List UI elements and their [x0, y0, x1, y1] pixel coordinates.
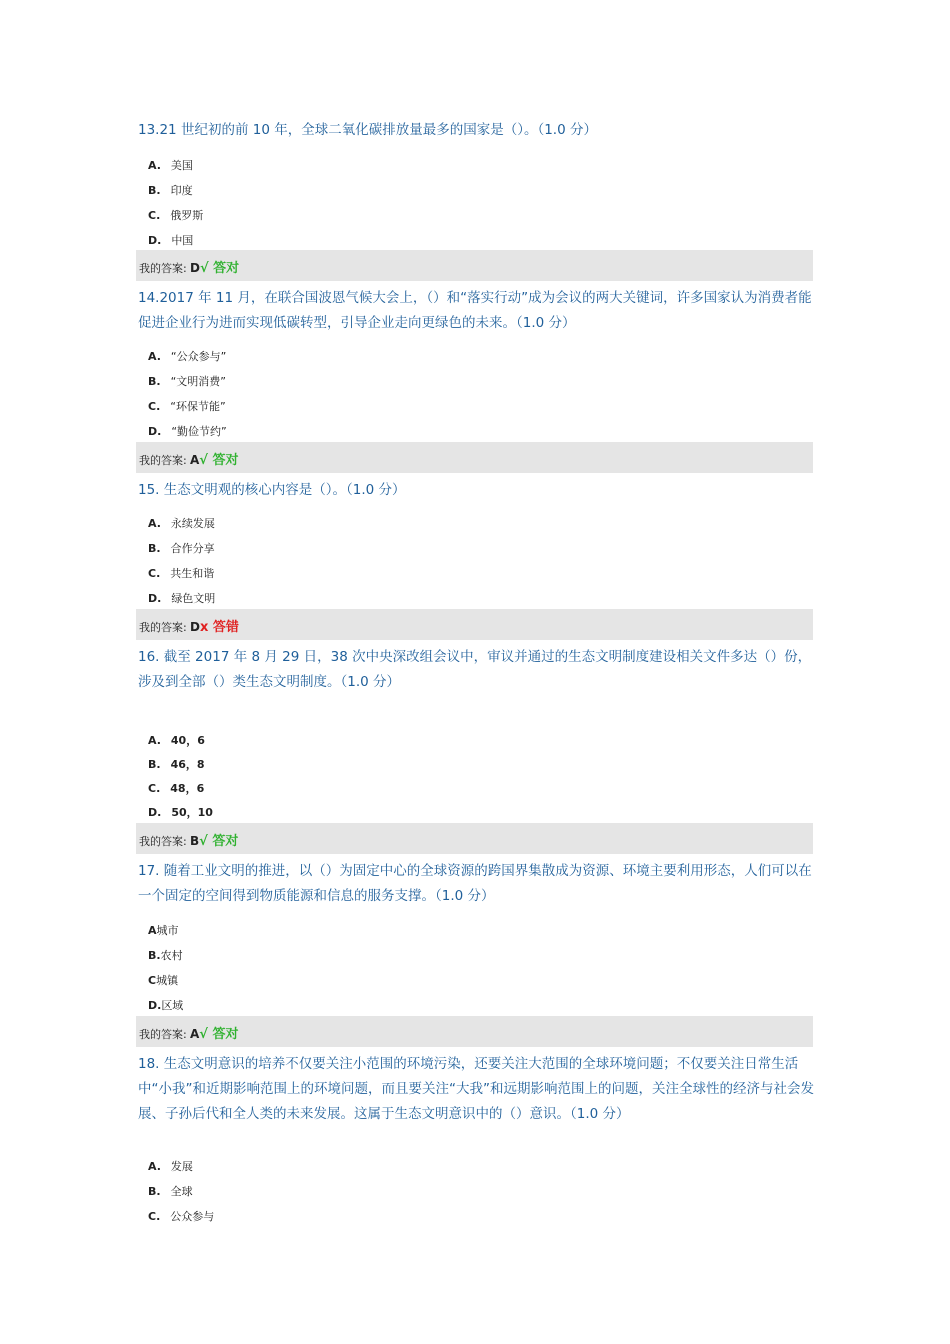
option-13-a[interactable]	[148, 159, 193, 173]
correct-check-icon: √	[199, 261, 209, 276]
correct-check-icon: √	[199, 834, 208, 849]
correct-check-icon: √	[199, 453, 208, 468]
option-text: “公众参与”	[170, 350, 227, 363]
option-text: 公众参与	[170, 1210, 215, 1223]
option-key: D.	[148, 592, 162, 605]
option-text: 印度	[170, 184, 193, 197]
answer-bar-14	[136, 442, 813, 473]
option-text: 区域	[161, 999, 184, 1012]
option-key: C.	[148, 209, 161, 222]
answer-bar-16	[136, 823, 813, 854]
option-key: A.	[148, 350, 161, 363]
option-text: 美国	[170, 159, 193, 172]
option-17-c[interactable]	[148, 974, 178, 988]
option-13-b[interactable]	[148, 184, 193, 198]
option-text: 城市	[156, 924, 179, 937]
answer-letter: B	[190, 834, 200, 848]
question-18-text: 18. 生态文明意识的培养不仅要关注小范围的环境污染，还要关注大范围的全球环境问题；不仅要关注日常生活中“小我”和近期影响范围上的环境问题，而且要关注“大我”和远期影响范围上的问题，关注全球性的经济与社会发展、子孙后代和全人类的未来发展。这属于生态文明意识中的（）意识。（1.0 分）	[138, 1056, 814, 1122]
option-14-d[interactable]	[148, 425, 227, 439]
question-15-text: 15. 生态文明观的核心内容是（）。（1.0 分）	[138, 482, 406, 498]
option-key: C.	[148, 400, 161, 413]
answer-letter: A	[190, 1027, 200, 1041]
answer-label: 我的答案:	[139, 621, 187, 634]
correct-check-icon: √	[199, 1027, 208, 1042]
answer-label: 我的答案:	[139, 1028, 187, 1041]
option-key: A.	[148, 159, 161, 172]
option-15-a[interactable]	[148, 517, 215, 531]
option-text: “环保节能”	[170, 400, 226, 413]
option-text: 发展	[170, 1160, 193, 1173]
option-text: 俄罗斯	[170, 209, 204, 222]
option-14-b[interactable]	[148, 375, 226, 389]
option-text: 40，6	[170, 734, 205, 747]
answer-label: 我的答案:	[139, 454, 187, 467]
option-key: D.	[148, 806, 162, 819]
option-17-d[interactable]	[148, 999, 183, 1013]
option-key: A.	[148, 734, 161, 747]
option-15-b[interactable]	[148, 542, 215, 556]
option-key: B.	[148, 542, 161, 555]
option-18-c[interactable]	[148, 1210, 214, 1224]
answer-result	[190, 449, 239, 468]
answer-status: 答对	[212, 1027, 239, 1042]
option-16-a[interactable]	[148, 734, 205, 748]
option-key: B.	[148, 184, 161, 197]
option-13-c[interactable]	[148, 209, 203, 223]
option-text: 全球	[170, 1185, 193, 1198]
option-17-a[interactable]	[148, 924, 179, 938]
answer-result	[190, 830, 238, 849]
answer-letter: D	[190, 261, 200, 275]
answer-result	[190, 616, 239, 635]
question-14-text: 14.2017 年 11 月，在联合国波恩气候大会上，（）和“落实行动”成为会议的两大关键词，许多国家认为消费者能促进企业行为进而实现低碳转型，引导企业走向更绿色的未来。（1.0 分）	[138, 290, 812, 331]
option-text: 共生和谐	[170, 567, 215, 580]
option-key: D.	[148, 425, 162, 438]
answer-bar-13	[136, 250, 813, 281]
option-key: C	[148, 974, 157, 987]
option-key: C.	[148, 567, 161, 580]
option-16-d[interactable]	[148, 806, 213, 820]
answer-letter: A	[190, 453, 200, 467]
option-14-a[interactable]	[148, 350, 226, 364]
option-key: A.	[148, 1160, 161, 1173]
question-13-text: 13.21 世纪初的前 10 年，全球二氧化碳排放量最多的国家是（）。（1.0 分）	[138, 122, 597, 138]
wrong-x-icon: x	[199, 620, 209, 635]
answer-result	[190, 1023, 239, 1042]
option-text: 绿色文明	[171, 592, 216, 605]
option-key: A.	[148, 517, 161, 530]
option-text: 农村	[160, 949, 183, 962]
answer-bar-17	[136, 1016, 813, 1047]
option-text: 48，6	[170, 782, 205, 795]
option-18-a[interactable]	[148, 1160, 193, 1174]
answer-status: 答错	[212, 620, 239, 635]
option-text: “文明消费”	[170, 375, 226, 388]
option-14-c[interactable]	[148, 400, 226, 414]
option-17-b[interactable]	[148, 949, 183, 963]
question-16-line-2: 涉及到全部（）类生态文明制度。（1.0 分）	[138, 674, 401, 690]
answer-letter: D	[190, 620, 200, 634]
option-16-b[interactable]	[148, 758, 205, 772]
option-key: B.	[148, 949, 161, 962]
question-16-text	[138, 645, 814, 695]
option-15-d[interactable]	[148, 592, 215, 606]
option-key: D.	[148, 234, 162, 247]
option-16-c[interactable]	[148, 782, 204, 796]
question-17-text: 17. 随着工业文明的推进，以（）为固定中心的全球资源的跨国界集散成为资源、环境主要利用形态，人们可以在一个固定的空间得到物质能源和信息的服务支撑。（1.0 分）	[138, 863, 812, 904]
answer-result	[190, 257, 239, 276]
option-key: B.	[148, 758, 161, 771]
option-text: 永续发展	[170, 517, 215, 530]
option-key: C.	[148, 782, 161, 795]
option-text: 50，10	[171, 806, 213, 819]
answer-label: 我的答案:	[139, 262, 187, 275]
option-text: 中国	[171, 234, 194, 247]
option-18-b[interactable]	[148, 1185, 193, 1199]
option-15-c[interactable]	[148, 567, 214, 581]
option-key: B.	[148, 1185, 161, 1198]
question-16-line-1: 16. 截至 2017 年 8 月 29 日，38 次中央深改组会议中，审议并通过的生态文明制度建设相关文件多达（）份，	[138, 649, 812, 665]
answer-status: 答对	[212, 834, 239, 849]
option-key: B.	[148, 375, 161, 388]
option-13-d[interactable]	[148, 234, 193, 248]
option-text: “勤俭节约”	[171, 425, 227, 438]
option-key: D.	[148, 999, 162, 1012]
answer-status: 答对	[212, 453, 239, 468]
option-key: C.	[148, 1210, 161, 1223]
option-text: 城镇	[156, 974, 179, 987]
option-key: A	[148, 924, 157, 937]
answer-bar-15	[136, 609, 813, 640]
option-text: 46，8	[170, 758, 205, 771]
option-text: 合作分享	[170, 542, 215, 555]
answer-label: 我的答案:	[139, 835, 187, 848]
answer-status: 答对	[213, 261, 240, 276]
